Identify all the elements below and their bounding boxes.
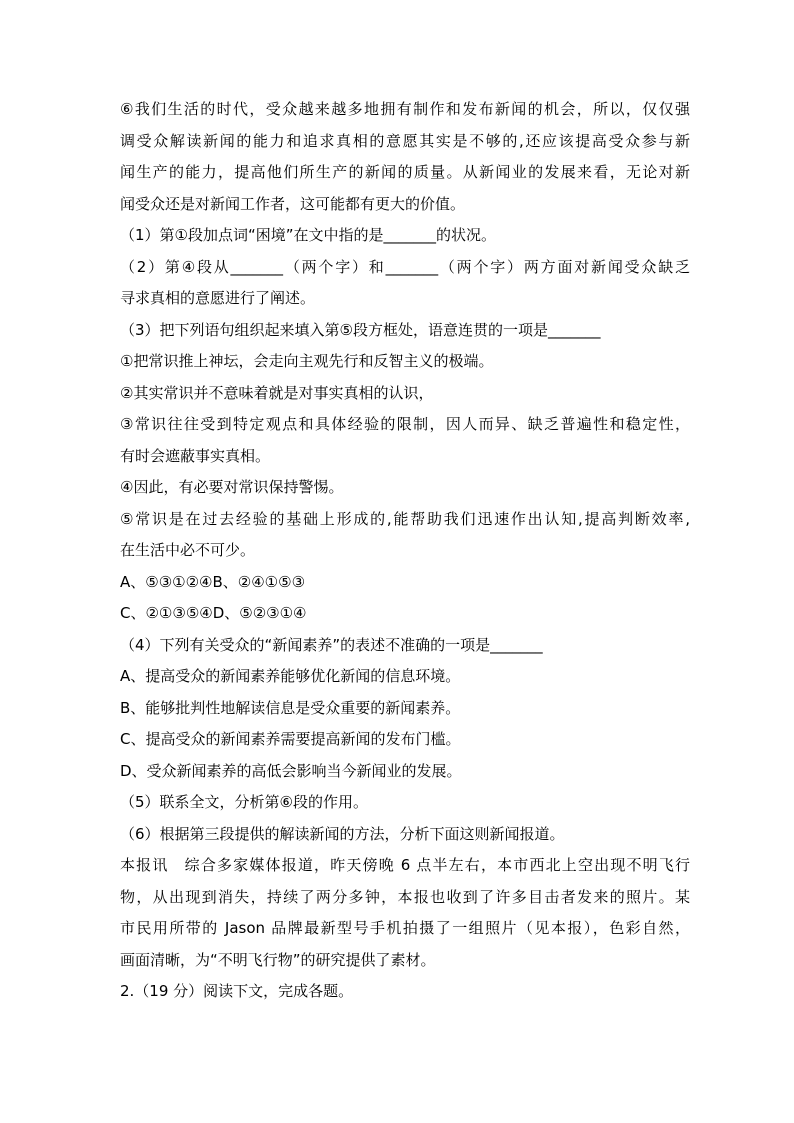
question-5: （5）联系全文，分析第⑥段的作用。 [120, 793, 368, 811]
sentence-option-2: ②其实常识并不意味着就是对事实真相的认识， [120, 383, 434, 402]
question-3: （3）把下列语句组织起来填入第⑤段方框处，语意连贯的一项是_______ [120, 320, 601, 339]
question-4-choice-c: C、提高受众的新闻素养需要提高新闻的发布门槛。 [120, 730, 461, 748]
question-2-heading: 2.（19 分）阅读下文，完成各题。 [120, 982, 354, 1000]
question-4-choice-a: A、提高受众的新闻素养能够优化新闻的信息环境。 [120, 667, 461, 685]
choice-a-b: A、⑤③①②④B、②④①⑤③ [120, 572, 306, 591]
question-2-line-1: （2）第④段从_______（两个字）和_______（两个字）两方面对新闻受众缺乏 [120, 257, 690, 276]
sentence-option-3-line-2: 有时会遮蔽事实真相。 [120, 446, 271, 465]
question-4: （4）下列有关受众的“新闻素养”的表述不准确的一项是_______ [120, 635, 543, 654]
news-report-line-4: 画面清晰，为“不明飞行物”的研究提供了素材。 [120, 950, 436, 969]
question-6: （6）根据第三段提供的解读新闻的方法，分析下面这则新闻报道。 [120, 824, 565, 843]
sentence-option-3-line-1: ③常识往往受到特定观点和具体经验的限制，因人而异、缺乏普遍性和稳定性， [120, 415, 690, 433]
document-page [120, 94, 690, 1008]
news-report-line-1: 本报讯 综合多家媒体报道，昨天傍晚 6 点半左右，本市西北上空出现不明飞行 [120, 856, 690, 874]
paragraph-6-line-2: 调受众解读新闻的能力和追求真相的意愿其实是不够的,还应该提高受众参与新 [120, 131, 690, 150]
paragraph-6-line-3: 闻生产的能力，提高他们所生产的新闻的质量。从新闻业的发展来看，无论对新 [120, 163, 690, 181]
question-4-choice-d: D、受众新闻素养的高低会影响当今新闻业的发展。 [120, 761, 462, 780]
news-report-line-2: 物，从出现到消失，持续了两分多钟，本报也收到了许多目击者发来的照片。某 [120, 887, 690, 906]
question-1: （1）第①段加点词“困境”在文中指的是_______的状况。 [120, 226, 497, 244]
news-report-line-3: 市民用所带的 Jason 品牌最新型号手机拍摄了一组照片（见本报），色彩自然， [120, 919, 690, 937]
paragraph-6-line-4: 闻受众还是对新闻工作者，这可能都有更大的价值。 [120, 194, 466, 213]
sentence-option-5-line-1: ⑤常识是在过去经验的基础上形成的,能帮助我们迅速作出认知,提高判断效率, [120, 509, 690, 528]
question-4-choice-b: B、能够批判性地解读信息是受众重要的新闻素养。 [120, 698, 461, 717]
sentence-option-1: ①把常识推上神坛，会走向主观先行和反智主义的极端。 [120, 352, 494, 370]
paragraph-6-line-1: ⑥我们生活的时代，受众越来越多地拥有制作和发布新闻的机会，所以，仅仅强 [120, 100, 690, 118]
choice-c-d: C、②①③⑤④D、⑤②③①④ [120, 604, 307, 622]
sentence-option-5-line-2: 在生活中必不可少。 [120, 541, 256, 559]
sentence-option-4: ④因此，有必要对常识保持警惕。 [120, 478, 344, 496]
question-2-line-2: 寻求真相的意愿进行了阐述。 [120, 289, 316, 307]
